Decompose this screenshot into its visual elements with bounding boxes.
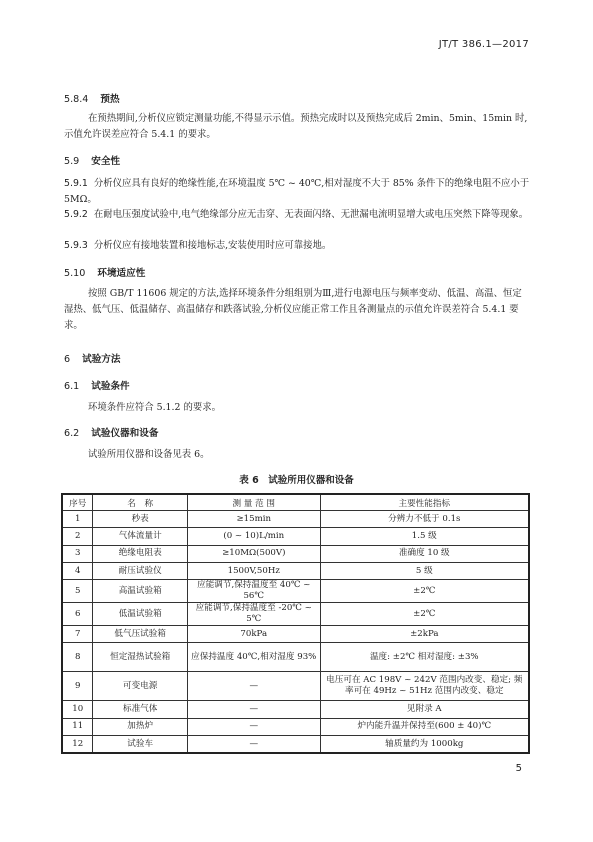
table-cell: 1500V,50Hz — [187, 562, 320, 579]
section-title: 试验仪器和设备 — [91, 428, 159, 439]
table-row — [62, 603, 529, 626]
table-cell: — — [187, 736, 320, 754]
section-title: 试验方法 — [82, 354, 121, 365]
table-row — [62, 736, 529, 754]
table-cell: 分辨力不低于 0.1s — [320, 511, 529, 528]
column-header: 主要性能指标 — [320, 494, 529, 511]
section-6-1-body: 环境条件应符合 5.1.2 的要求。 — [88, 402, 221, 413]
table-cell: 6 — [62, 603, 93, 626]
table-cell: ≥15min — [187, 511, 320, 528]
table-cell: 应能调节,保持温度至 40℃ ~ 56℃ — [187, 580, 320, 603]
table-cell: (0 ~ 10)L/min — [187, 528, 320, 545]
table-row — [62, 580, 529, 603]
section-number: 6.1 — [64, 381, 80, 392]
clause-text: 在耐电压强度试验中,电气绝缘部分应无击穿、无表面闪络、无泄漏电流明显增大或电压突然下降等现象。 — [93, 209, 529, 220]
table-row — [62, 545, 529, 562]
table-cell: 1 — [62, 511, 93, 528]
table-cell: 耐压试验仪 — [93, 562, 188, 579]
table-cell: 加热炉 — [93, 718, 188, 735]
table-cell: 恒定湿热试验箱 — [93, 643, 188, 672]
clause-5-9-1 — [64, 176, 530, 207]
table-cell: 气体流量计 — [93, 528, 188, 545]
section-6-2-body: 试验所用仪器和设备见表 6。 — [88, 449, 210, 460]
standard-code-header: JT/T 386.1—2017 — [438, 39, 529, 50]
chapter-6-heading — [64, 351, 120, 365]
section-6-1-heading — [64, 378, 130, 392]
clause-5-9-2 — [64, 207, 530, 223]
table-cell: 电压可在 AC 198V ~ 242V 范围内改变、稳定; 频率可在 49Hz ~ 51Hz 范围内改变、稳定 — [320, 672, 529, 701]
table-cell: 2 — [62, 528, 93, 545]
table-row — [62, 718, 529, 735]
table-cell: 见附录 A — [320, 701, 529, 718]
section-number: 6 — [64, 354, 71, 365]
table-row — [62, 511, 529, 528]
table-cell: — — [187, 672, 320, 701]
section-number: 6.2 — [64, 428, 80, 439]
table-cell: 11 — [62, 718, 93, 735]
table-cell: 5 级 — [320, 562, 529, 579]
table-cell: 8 — [62, 643, 93, 672]
table-cell: ±2kPa — [320, 626, 529, 643]
section-5-8-4-body: 在预热期间,分析仪应锁定测量功能,不得显示示值。预热完成时以及预热完成后 2min、5min、15min 时,示值允许误差应符合 5.4.1 的要求。 — [64, 113, 528, 140]
section-6-2-heading — [64, 425, 158, 439]
clause-text: 分析仪应具有良好的绝缘性能,在环境温度 5℃ ~ 40℃,相对湿度不大于 85% 条件下的绝缘电阻不应小于 5MΩ。 — [64, 178, 530, 205]
section-number: 5.9 — [64, 156, 80, 167]
section-5-8-4-heading — [64, 91, 120, 105]
table-cell: 可变电源 — [93, 672, 188, 701]
table-cell: — — [187, 718, 320, 735]
table-row — [62, 528, 529, 545]
clause-number: 5.9.1 — [64, 178, 88, 189]
section-number: 5.10 — [64, 268, 86, 279]
section-title: 环境适应性 — [97, 268, 146, 279]
table-cell: 7 — [62, 626, 93, 643]
table-cell: 应保持温度 40℃,相对湿度 93% — [187, 643, 320, 672]
section-number: 5.8.4 — [64, 94, 89, 105]
table-cell: ±2℃ — [320, 580, 529, 603]
table-cell: 3 — [62, 545, 93, 562]
table-cell: 低气压试验箱 — [93, 626, 188, 643]
table-cell: 标准气体 — [93, 701, 188, 718]
table-cell: 10 — [62, 701, 93, 718]
section-title: 预热 — [100, 94, 120, 105]
table-row — [62, 626, 529, 643]
section-5-10-body: 按照 GB/T 11606 规定的方法,选择环境条件分组组别为Ⅲ,进行电源电压与频率变动、低温、高温、恒定湿热、低气压、低温储存、高温储存和跌落试验,分析仪应能正常工作且各测量点的示值允许误差符合 5.4.1 要求。 — [64, 288, 522, 331]
table-cell: 低温试验箱 — [93, 603, 188, 626]
table-cell: 炉内能升温并保持至(600 ± 40)℃ — [320, 718, 529, 735]
section-5-9-heading — [64, 153, 120, 167]
table-row — [62, 643, 529, 672]
table-cell: — — [187, 701, 320, 718]
section-title: 安全性 — [91, 156, 121, 167]
column-header: 测 量 范 围 — [187, 494, 320, 511]
table-cell: 1.5 级 — [320, 528, 529, 545]
table-cell: 5 — [62, 580, 93, 603]
table-header-row — [62, 494, 529, 511]
table-row — [62, 672, 529, 701]
table-cell: 70kPa — [187, 626, 320, 643]
clause-number: 5.9.2 — [64, 209, 88, 220]
table-cell: ±2℃ — [320, 603, 529, 626]
clause-text: 分析仪应有接地装置和接地标志,安装使用时应可靠接地。 — [93, 240, 332, 251]
table-cell: 12 — [62, 736, 93, 754]
table-cell: 4 — [62, 562, 93, 579]
clause-number: 5.9.3 — [64, 240, 88, 251]
page-number: 5 — [515, 763, 522, 774]
table-cell: 试验车 — [93, 736, 188, 754]
column-header: 名 称 — [93, 494, 188, 511]
table-cell: 秒表 — [93, 511, 188, 528]
table-cell: 准确度 10 级 — [320, 545, 529, 562]
equipment-table — [61, 493, 530, 754]
section-5-10-heading — [64, 265, 145, 279]
table-row — [62, 562, 529, 579]
table-cell: 温度: ±2℃ 相对湿度: ±3% — [320, 643, 529, 672]
clause-5-9-3 — [64, 238, 530, 254]
table-caption: 表 6 试验所用仪器和设备 — [239, 475, 354, 486]
table-cell: 轴质量约为 1000kg — [320, 736, 529, 754]
column-header: 序号 — [62, 494, 93, 511]
table-cell: 9 — [62, 672, 93, 701]
table-cell: ≥10MΩ(500V) — [187, 545, 320, 562]
table-cell: 绝缘电阻表 — [93, 545, 188, 562]
section-title: 试验条件 — [91, 381, 130, 392]
table-row — [62, 701, 529, 718]
table-cell: 高温试验箱 — [93, 580, 188, 603]
table-cell: 应能调节,保持温度至 -20℃ ~ 5℃ — [187, 603, 320, 626]
